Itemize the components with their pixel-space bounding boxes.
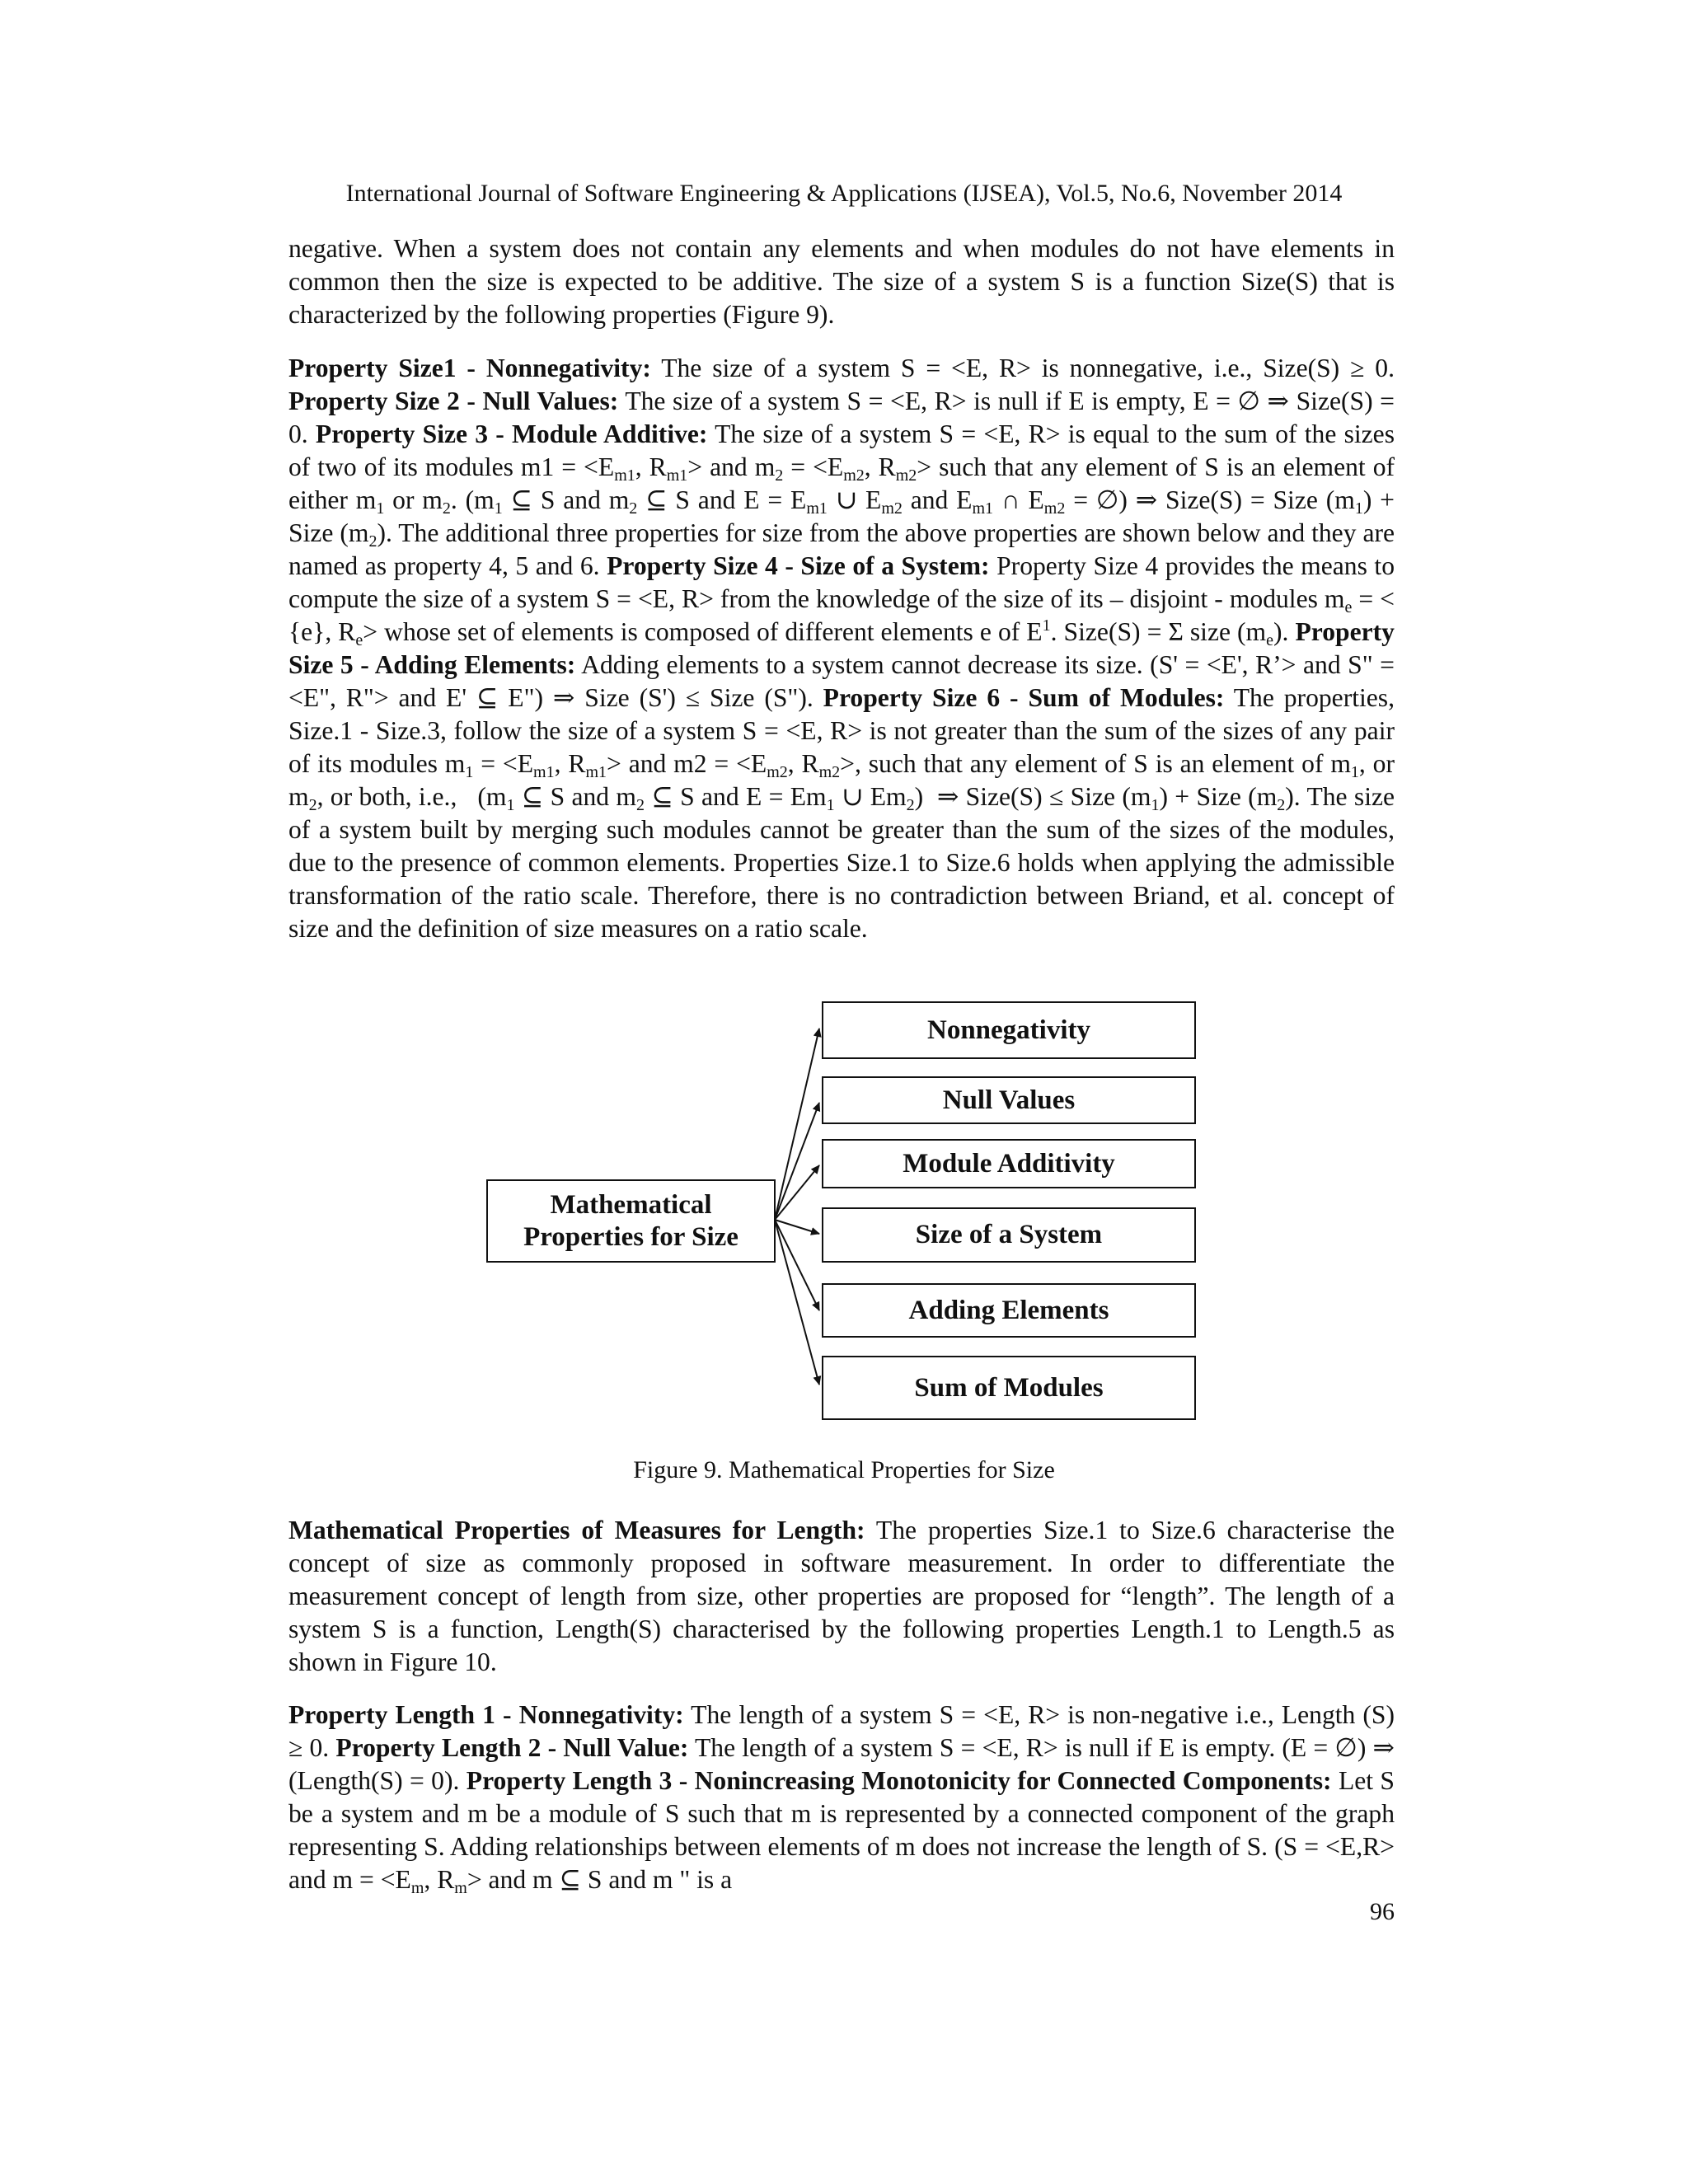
running-header: International Journal of Software Engineering & Applications (IJSEA), Vol.5, No.6, November 2014: [345, 180, 1343, 207]
target-box-null-values: Null Values: [822, 1076, 1196, 1124]
property-length2-heading: Property Length 2 - Null Value:: [335, 1733, 689, 1762]
property-size1-heading: Property Size1 - Nonnegativity:: [288, 354, 651, 382]
property-size3-heading: Property Size 3 - Module Additive:: [315, 419, 708, 448]
property-size4-heading: Property Size 4 - Size of a System:: [607, 551, 990, 580]
paragraph-intro: negative. When a system does not contain any elements and when modules do not have elements in common then the size is expected to be additive. The size of a system S is a function Size(S) that is characterized by the following properties (Figure 9).: [288, 234, 1395, 329]
page-number: 96: [1370, 1898, 1395, 1925]
target-box-module-additivity: Module Additivity: [822, 1139, 1196, 1188]
arrow-to-sum-of-modules: [775, 1220, 819, 1385]
target-box-sum-of-modules: Sum of Modules: [822, 1356, 1196, 1420]
target-box-nonnegativity: Nonnegativity: [822, 1001, 1196, 1059]
property-length3-heading: Property Length 3 - Nonincreasing Monotonicity for Connected Components:: [466, 1766, 1332, 1795]
paragraph-size-properties: Property Size1 - Nonnegativity: The size of a system S = <E, R> is nonnegative, i.e., Size(S) ≥ 0. Property Size 2 - Null Values: The size of a system S = <E, R> is null if E is empty, E = ∅ ⇒ Size(S) = 0. Property Size 3 - Module Additive: The size of a system S = <E, R> is equal to the sum of the sizes of two of its modules $m1 = <E_{m1}$, $R_{m1}>$ and $m_2 = <E_{m2}$, $R_{m2}>$ such that any element of S is an element of either $m_1$ or $m_2$. ($m_1$ ⊆ S and $m_2$ ⊆ S and $E = E_{m1}$ ∪ $E_{m2}$ and $E_{m1}$ ∩ $E_{m2}$ = ∅) ⇒ Size(S) = Size $(m_1)$ + Size $(m_2)$. The additional three properties for size from the above properties are shown below and they are named as property 4, 5 and 6. Property Size 4 - Size of a System: Property Size 4 provides the means to compute the size of a system S = <E, R> from the knowledge of the size of its – disjoint - modules $m_e$ = < {e}, $R_e>$ whose set of elements is composed of different elements e of $E^1$. Size(S) = Σ size $(m_e)$. Property Size 5 - Adding Elements: Adding elements to a system cannot decrease its size. (S' = <E', R’> and S" = <E", R"> and E' ⊆ E") ⇒ Size (S') ≤ Size (S"). Property Size 6 - Sum of Modules: The properties, Size.1 - Size.3, follow the size of a system S = <E, R> is not greater than the sum of the sizes of any pair of its modules $m_1 = <E_{m1}$, $R_{m1}>$ and $m2 = <E_{m2}$, $R_{m2}>$, such that any element of S is an element of $m_1$, or $m_2$, or both, i.e., ($m_1$ ⊆ S and $m_2$ ⊆ S and $E = Em_1$ ∪ $Em_2$) ⇒ Size(S) ≤ Size $(m_1)$ + Size $(m_2)$. The size of a system built by merging such modules cannot be greater than the sum of the sizes of the modules, due to the presence of common elements. Properties Size.1 to Size.6 holds when applying the admissible transformation of the ratio scale. Therefore, there is no contradiction between Briand, et al. concept of size and the definition of size measures on a ratio scale.: [288, 354, 1395, 943]
property-size5-heading: Property Size 5 - Adding Elements:: [288, 617, 1395, 679]
source-box-mathematical-properties: Mathematical Properties for Size: [486, 1179, 776, 1263]
length-measures-heading: Mathematical Properties of Measures for Length:: [288, 1516, 865, 1544]
property-size6-heading: Property Size 6 - Sum of Modules:: [823, 683, 1225, 712]
arrow-to-size-of-a-system: [775, 1220, 819, 1234]
property-length1-heading: Property Length 1 - Nonnegativity:: [288, 1700, 684, 1729]
arrow-to-module-additivity: [775, 1165, 819, 1220]
target-box-size-of-a-system: Size of a System: [822, 1207, 1196, 1263]
paragraph-length-intro: Mathematical Properties of Measures for Length: The properties Size.1 to Size.6 characterise the concept of size as commonly proposed in software measurement. In order to differentiate the measurement concept of length from size, other properties are proposed for “length”. The length of a system S is a function, Length(S) characterised by the following properties Length.1 to Length.5 as shown in Figure 10.: [288, 1516, 1395, 1676]
paragraph-length-properties: Property Length 1 - Nonnegativity: The length of a system S = <E, R> is non-negative i.e., Length (S) ≥ 0. Property Length 2 - Null Value: The length of a system S = <E, R> is null if E is empty. (E = ∅) ⇒ (Length(S) = 0). Property Length 3 - Nonincreasing Monotonicity for Connected Components: Let S be a system and m be a module of S such that m is represented by a connected component of the graph representing S. Adding relationships between elements of m does not increase the length of S. (S = <E,R> and $m = <E_m$, $R_m>$ and m ⊆ S and m " is a: [288, 1700, 1395, 1897]
figure-caption: Figure 9. Mathematical Properties for Size: [633, 1456, 1055, 1483]
arrow-to-adding-elements: [775, 1220, 819, 1310]
arrow-to-nonnegativity: [775, 1029, 819, 1220]
arrow-to-null-values: [775, 1103, 819, 1220]
target-box-adding-elements: Adding Elements: [822, 1283, 1196, 1338]
property-size2-heading: Property Size 2 - Null Values:: [288, 387, 619, 415]
